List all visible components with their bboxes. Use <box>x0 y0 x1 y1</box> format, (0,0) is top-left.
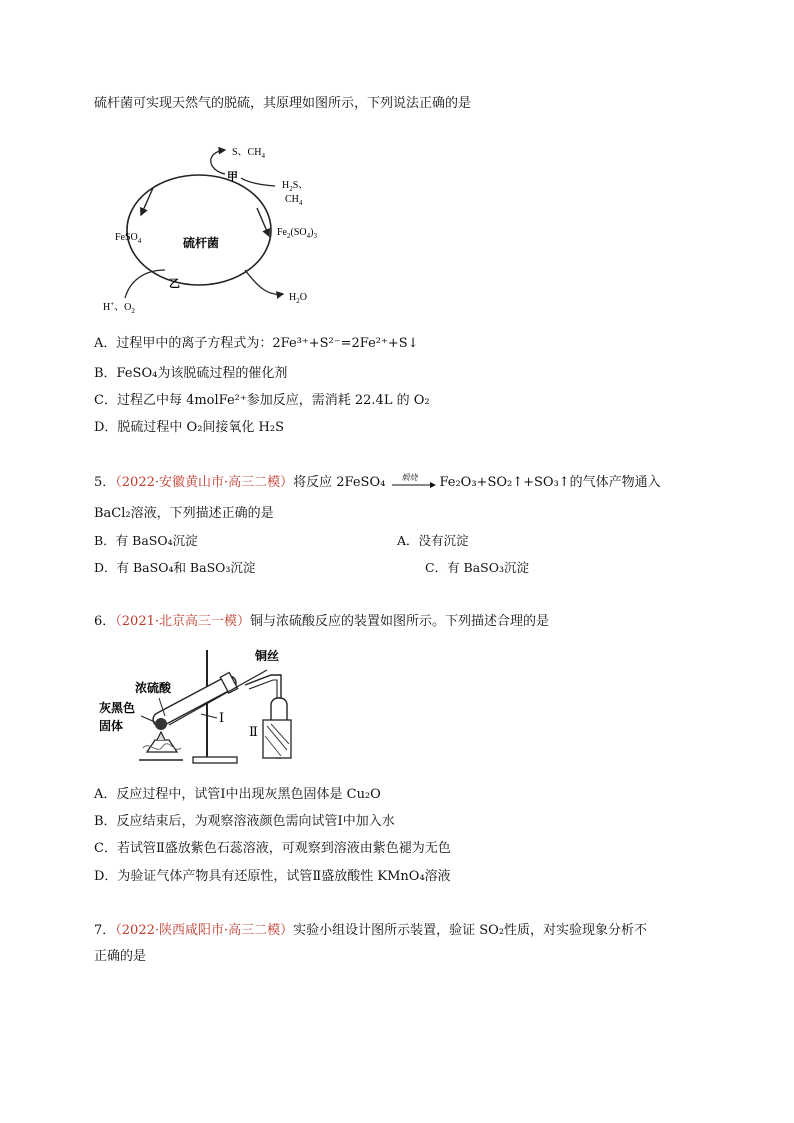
fe2so43-label: $Fe_2(SO_4)_3$ <box>277 227 317 240</box>
right-in-label-2: $CH_4$ <box>285 194 303 207</box>
gray-black-solid <box>155 718 167 730</box>
top-out-label: S、$CH_4$ <box>232 147 265 160</box>
tube-1-label: Ⅰ <box>219 710 225 725</box>
copper-acid-apparatus-diagram <box>95 640 315 770</box>
q5-option-b: B．有 BaSO₄沉淀 <box>94 533 198 548</box>
feso4-label: FeSO$_4$ <box>115 232 142 245</box>
q7-stem-line-1 <box>94 922 647 940</box>
q6-option-c: C．若试管Ⅱ盛放紫色石蕊溶液，可观察到溶液由紫色褪为无色 <box>94 841 451 856</box>
q5-option-d: D．有 BaSO₄和 BaSO₃沉淀 <box>94 560 256 575</box>
tube-2-label: Ⅱ <box>249 724 258 739</box>
q4-option-c: C．过程乙中每 4molFe²⁺参加反应，需消耗 22.4L 的 O₂ <box>94 393 430 408</box>
q4-option-a: A．过程甲中的离子方程式为：2Fe³⁺+S²⁻=2Fe²⁺+S↓ <box>94 336 419 351</box>
q7-stem-line-2: 正确的是 <box>94 949 147 964</box>
bacteria-label: 硫杆菌 <box>183 236 220 250</box>
q6-stem-text: 铜与浓硫酸反应的装置如图所示。下列描述合理的是 <box>250 614 550 629</box>
yi-label: 乙 <box>169 278 180 290</box>
q6-source: （2021·北京高三一模） <box>115 614 250 629</box>
q5-option-a: A．没有沉淀 <box>397 533 469 548</box>
q7-number: 7． <box>94 923 116 938</box>
q5-stem-line-1 <box>94 474 661 492</box>
q5-stem-b: Fe₂O₃+SO₂↑+SO₃↑的气体产物通入 <box>439 475 661 490</box>
conc-acid-label: 浓硫酸 <box>135 681 172 695</box>
q6-number: 6． <box>94 614 116 629</box>
right-in-label-1: $H_2S$、 <box>282 180 309 193</box>
jia-label: 甲 <box>227 171 238 183</box>
q4-option-d: D．脱硫过程中 O₂间接氧化 H₂S <box>94 420 285 435</box>
q6-option-b: B．反应结束后，为观察溶液颜色需向试管Ⅰ中加入水 <box>94 814 395 829</box>
q6-option-a: A．反应过程中，试管Ⅰ中出现灰黑色固体是 Cu₂O <box>94 787 381 802</box>
q5-source: （2022·安徽黄山市·高三二模） <box>115 475 294 490</box>
q5-option-c: C．有 BaSO₃沉淀 <box>425 560 529 575</box>
q4-stem: 硫杆菌可实现天然气的脱硫，其原理如图所示，下列说法正确的是 <box>94 96 472 111</box>
bottom-out-label: $H_2O$ <box>289 292 307 305</box>
q7-source: （2022·陕西咸阳市·高三二模） <box>115 923 294 938</box>
q6-option-d: D．为验证气体产物具有还原性，试管Ⅱ盛放酸性 KMnO₄溶液 <box>94 869 451 884</box>
copper-wire-label: 铜丝 <box>255 649 280 663</box>
q4-option-b: B．FeSO₄为该脱硫过程的催化剂 <box>94 366 288 381</box>
q5-stem-c: BaCl₂溶液，下列描述正确的是 <box>94 506 274 521</box>
solid-label-2: 固体 <box>99 719 124 733</box>
copper-wire <box>169 670 267 725</box>
solid-label-1: 灰黑色 <box>99 701 136 715</box>
q7-stem-a: 实验小组设计图所示装置，验证 SO₂性质，对实验现象分析不 <box>293 923 648 938</box>
bottom-in-label: H+、$O_2$ <box>103 300 135 315</box>
desulfurization-cycle-diagram <box>95 140 335 320</box>
q5-stem-a: 将反应 2FeSO₄ <box>293 475 386 490</box>
condition-label: 煅烧 <box>401 472 418 482</box>
reaction-arrow <box>392 472 436 490</box>
q6-stem <box>94 613 549 631</box>
q5-number: 5． <box>94 475 116 490</box>
